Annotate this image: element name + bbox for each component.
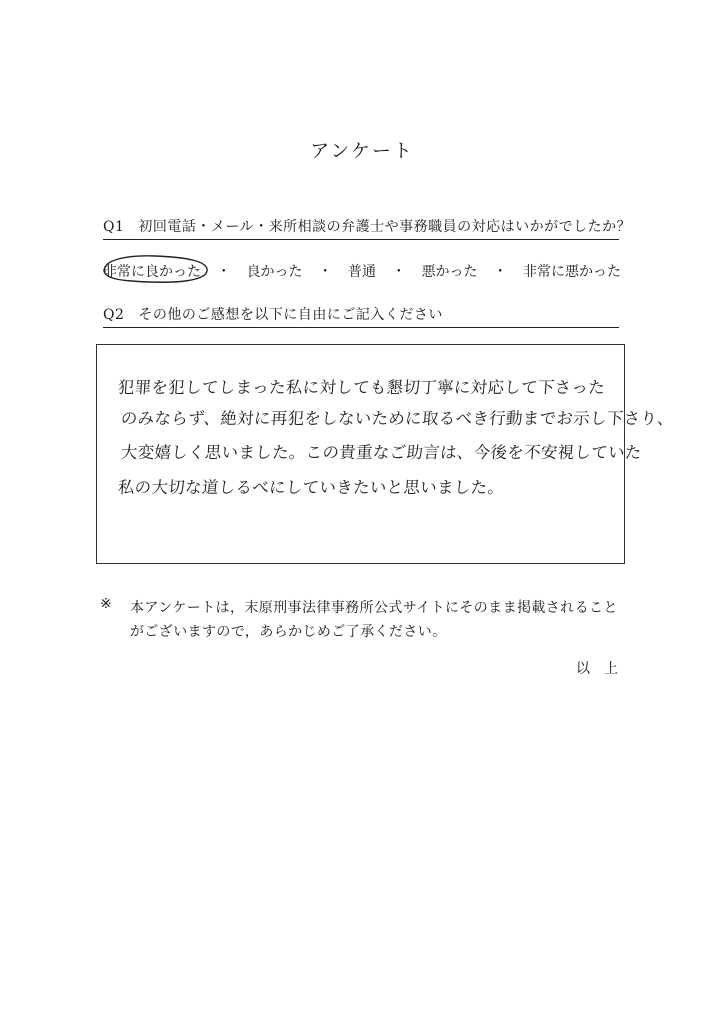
option-very-bad[interactable] [523, 261, 621, 281]
closing-mark: 以上 [576, 661, 632, 677]
question-1-number: Q1 [103, 219, 125, 235]
option-good[interactable] [247, 261, 303, 281]
option-label: 悪かった [421, 264, 478, 280]
publication-note: 本アンケートは，末原刑事法律事務所公式サイトにそのまま掲載されることがございますので，あらかじめご了承ください。 [130, 600, 618, 640]
option-normal[interactable] [348, 261, 376, 281]
option-separator: ・ [318, 264, 333, 280]
handwritten-line: 犯罪を犯してしまった私に対しても懇切丁寧に対応して下さった [117, 378, 606, 397]
option-label: 非常に良かった [103, 264, 201, 280]
question-1 [103, 216, 632, 240]
handwritten-line: のみならず、絶対に再犯をしないために取るべき行動までお示し下さり、 [120, 409, 675, 428]
handwritten-line: 私の大切な道しるべにしていきたいと思いました。 [117, 478, 505, 497]
question-1-text: 初回電話・メール・来所相談の弁護士や事務職員の対応はいかがでしたか？ [138, 219, 632, 235]
page-title: アンケート [310, 140, 414, 162]
handwritten-line: 大変嬉しく思いました。この貴重なご助言は、今後を不安視していた [120, 443, 643, 462]
option-separator: ・ [391, 264, 406, 280]
question-1-options [103, 261, 621, 281]
option-separator: ・ [216, 264, 231, 280]
option-bad[interactable] [422, 261, 478, 281]
question-2-number: Q2 [103, 307, 125, 323]
question-2-text: その他のご感想を以下に自由にご記入ください [138, 307, 443, 323]
note-asterisk-mark: ※ [100, 596, 112, 612]
option-label: 普通 [348, 264, 376, 280]
option-very-good[interactable] [103, 261, 201, 281]
option-label: 良かった [246, 264, 303, 280]
question-2 [103, 304, 619, 328]
option-separator: ・ [493, 264, 508, 280]
option-label: 非常に悪かった [523, 264, 621, 280]
